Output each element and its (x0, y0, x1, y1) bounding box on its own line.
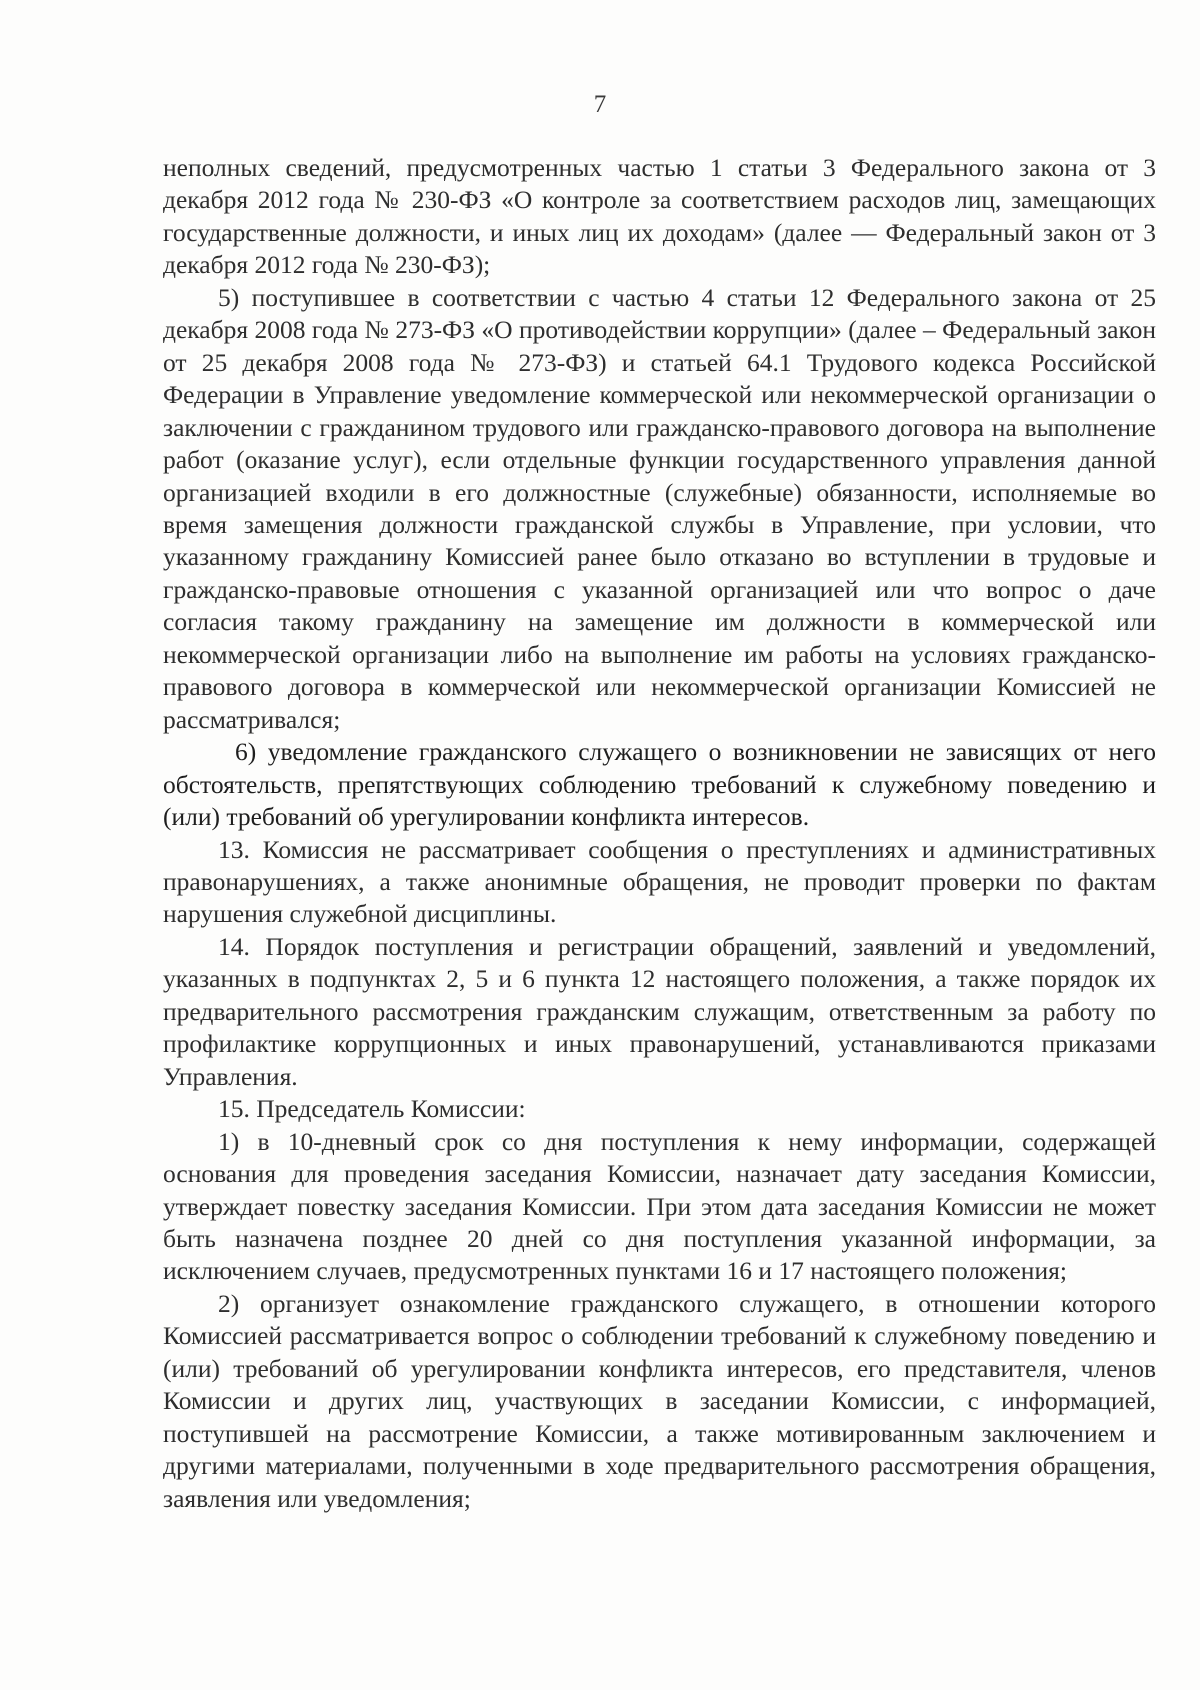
document-body (163, 152, 1156, 1515)
paragraph-section-15-item-2: 2) организует ознакомление гражданского служащего, в отношении которого Комиссией рассматривается вопрос о соблюдении требований к служебному поведению и (или) требований об урегулировании конфликта интересов, его представителя, членов Комиссии и других лиц, участвующих в заседании Комиссии, с информацией, поступившей на рассмотрение Комиссии, а также мотивированным заключением и другими материалами, полученными в ходе предварительного рассмотрения обращения, заявления или уведомления; (163, 1288, 1156, 1513)
paragraph-section-15-heading: 15. Председатель Комиссии: (218, 1094, 526, 1124)
paragraph-continuation: неполных сведений, предусмотренных частью 1 статьи 3 Федерального закона от 3 декабря 2012 года № 230-ФЗ «О контроле за соответствием расходов лиц, замещающих государственные должности, и иных лиц их доходам» (далее — Федеральный закон от 3 декабря 2012 года № 230-ФЗ); (163, 153, 1156, 280)
page-number: 7 (593, 91, 607, 118)
paragraph-item-5: 5) поступившее в соответствии с частью 4 статьи 12 Федерального закона от 25 декабря 2008 года № 273-ФЗ «О противодействии коррупции» (далее – Федеральный закон от 25 декабря 2008 года № 273-ФЗ) и статьей 64.1 Трудового кодекса Российской Федерации в Управление уведомление коммерческой или некоммерческой организации о заключении с гражданином трудового или гражданско-правового договора на выполнение работ (оказание услуг), если отдельные функции государственного управления данной организацией входили в его должностные (служебные) обязанности, исполняемые во время замещения должности гражданской службы в Управление, при условии, что указанному гражданину Комиссией ранее было отказано во вступлении в трудовые и гражданско-правовые отношения с указанной организацией или что вопрос о даче согласия такому гражданину на замещение им должности в коммерческой или некоммерческой организации либо на выполнение им работы на условиях гражданско-правового договора в коммерческой или некоммерческой организации Комиссией не рассматривался; (163, 282, 1156, 734)
paragraph-section-15-item-1: 1) в 10-дневный срок со дня поступления к нему информации, содержащей основания для проведения заседания Комиссии, назначает дату заседания Комиссии, утверждает повестку заседания Комиссии. При этом дата заседания Комиссии не может быть назначена позднее 20 дней со дня поступления указанной информации, за исключением случаев, предусмотренных пунктами 16 и 17 настоящего положения; (163, 1126, 1156, 1286)
paragraph-item-6: 6) уведомление гражданского служащего о возникновении не зависящих от него обстоятельств, препятствующих соблюдению требований к служебному поведению и (или) требований об урегулировании конфликта интересов. (163, 737, 1156, 832)
paragraph-section-14: 14. Порядок поступления и регистрации обращений, заявлений и уведомлений, указанных в подпунктах 2, 5 и 6 пункта 12 настоящего положения, а также порядок их предварительного рассмотрения гражданским служащим, ответственным за работу по профилактике коррупционных и иных правонарушений, устанавливаются приказами Управления. (163, 931, 1156, 1091)
paragraph-section-13: 13. Комиссия не рассматривает сообщения о преступлениях и административных правонарушениях, а также анонимные обращения, не проводит проверки по фактам нарушения служебной дисциплины. (163, 834, 1156, 929)
